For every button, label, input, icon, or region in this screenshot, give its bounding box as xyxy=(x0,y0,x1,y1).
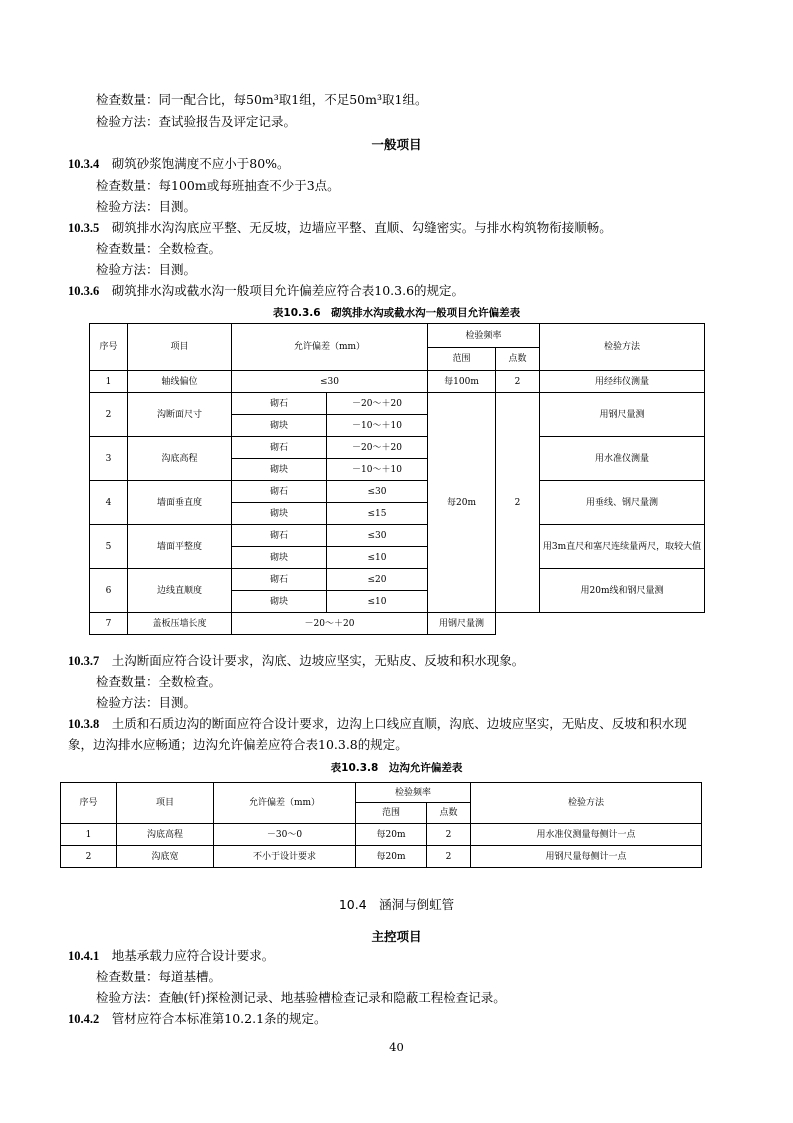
header-method: 检验方法 xyxy=(540,324,705,371)
row-method: 用20m线和钢尺量测 xyxy=(540,569,705,613)
row-no: 3 xyxy=(90,437,128,481)
header-points: 点数 xyxy=(496,348,540,371)
row-tolerance: －30～0 xyxy=(214,824,356,846)
row-tolerance: ≤10 xyxy=(327,591,428,613)
row-material: 砌石 xyxy=(232,481,327,503)
row-method: 用钢尺量测 xyxy=(540,393,705,437)
header-range: 范围 xyxy=(428,348,496,371)
row-tolerance: －20～＋20 xyxy=(232,613,428,635)
page-number: 40 xyxy=(389,1040,404,1054)
row-material: 砌石 xyxy=(232,569,327,591)
row-item: 沟底高程 xyxy=(117,824,214,846)
row-material: 砌石 xyxy=(232,525,327,547)
row-material: 砌石 xyxy=(232,393,327,415)
header-frequency: 检验频率 xyxy=(356,783,471,803)
general-items-heading: 一般项目 xyxy=(371,137,422,152)
row-material: 砌块 xyxy=(232,415,327,437)
clause-number: 10.3.6 xyxy=(68,284,100,298)
clause-10-4-1 xyxy=(68,948,274,964)
row-method: 用垂线、钢尺量测 xyxy=(540,481,705,525)
row-item: 墙面平整度 xyxy=(128,525,232,569)
row-method: 用水准仪测量 xyxy=(540,437,705,481)
row-item: 沟底高程 xyxy=(128,437,232,481)
clause-text: 砌筑砂浆饱满度不应小于80%。 xyxy=(111,156,290,171)
table-10-3-8-caption: 表10.3.8 边沟允许偏差表 xyxy=(330,762,463,774)
row-no: 1 xyxy=(61,824,117,846)
row-no: 7 xyxy=(90,613,128,635)
row-no: 2 xyxy=(90,393,128,437)
quantity-line: 检查数量：每道基槽。 xyxy=(96,969,222,984)
method-line: 检验方法：查试验报告及评定记录。 xyxy=(96,114,297,129)
row-tolerance: －10～＋10 xyxy=(327,459,428,481)
row-no: 5 xyxy=(90,525,128,569)
row-item: 沟断面尺寸 xyxy=(128,393,232,437)
row-range: 每100m xyxy=(428,371,496,393)
row-item: 轴线偏位 xyxy=(128,371,232,393)
method-line: 检验方法：查触(钎)探检测记录、地基验槽检查记录和隐蔽工程检查记录。 xyxy=(96,990,506,1005)
clause-text: 地基承载力应符合设计要求。 xyxy=(111,948,275,963)
method-line: 检验方法：目测。 xyxy=(96,262,197,277)
row-tolerance: ≤30 xyxy=(327,525,428,547)
row-method: 用经纬仪测量 xyxy=(540,371,705,393)
row-range: 每20m xyxy=(356,846,427,868)
clause-text: 砌筑排水沟沟底应平整、无反坡，边墙应平整、直顺、勾缝密实。与排水构筑物衔接顺畅。 xyxy=(111,220,612,235)
clause-number: 10.3.5 xyxy=(68,221,100,235)
quantity-line: 检查数量：每100m或每班抽查不少于3点。 xyxy=(96,178,340,193)
row-points: 2 xyxy=(496,371,540,393)
table-10-3-6-caption: 表10.3.6 砌筑排水沟或截水沟一般项目允许偏差表 xyxy=(272,307,521,319)
row-tolerance: －20～＋20 xyxy=(327,393,428,415)
section-title: 10.4 涵洞与倒虹管 xyxy=(338,897,455,912)
row-item: 墙面垂直度 xyxy=(128,481,232,525)
header-points: 点数 xyxy=(427,803,471,824)
header-method: 检验方法 xyxy=(471,783,702,824)
quantity-line: 检查数量：全数检查。 xyxy=(96,674,222,689)
header-no: 序号 xyxy=(61,783,117,824)
row-method: 用钢尺量每侧计一点 xyxy=(471,846,702,868)
row-method: 用3m直尺和塞尺连续量两尺，取较大值 xyxy=(540,525,705,569)
clause-10-4-2 xyxy=(68,1011,327,1027)
clause-number: 10.4.1 xyxy=(68,949,100,963)
row-no: 1 xyxy=(90,371,128,393)
table-10-3-8 xyxy=(60,782,702,868)
row-material: 砌块 xyxy=(232,547,327,569)
clause-text: 土质和石质边沟的断面应符合设计要求，边沟上口线应直顺，沟底、边坡应坚实，无贴皮、反坡和积水现 xyxy=(111,716,687,731)
header-tolerance: 允许偏差（mm） xyxy=(232,324,428,371)
method-line: 检验方法：目测。 xyxy=(96,199,197,214)
clause-10-3-5 xyxy=(68,220,612,236)
shared-points: 2 xyxy=(496,393,540,613)
method-line: 检验方法：目测。 xyxy=(96,695,197,710)
row-range: 每20m xyxy=(356,824,427,846)
row-item: 盖板压墙长度 xyxy=(128,613,232,635)
clause-10-3-6 xyxy=(68,283,464,299)
clause-number: 10.3.4 xyxy=(68,157,100,171)
row-tolerance: －20～＋20 xyxy=(327,437,428,459)
row-method: 用水准仪测量每侧计一点 xyxy=(471,824,702,846)
clause-text: 管材应符合本标准第10.2.1条的规定。 xyxy=(111,1011,327,1026)
row-method: 用钢尺量测 xyxy=(428,613,496,635)
row-tolerance: ≤30 xyxy=(232,371,428,393)
shared-range: 每20m xyxy=(428,393,496,613)
table-10-3-6 xyxy=(89,323,705,635)
main-items-heading: 主控项目 xyxy=(371,929,422,944)
row-no: 2 xyxy=(61,846,117,868)
row-points: 2 xyxy=(427,824,471,846)
row-item: 沟底宽 xyxy=(117,846,214,868)
header-item: 项目 xyxy=(128,324,232,371)
row-no: 4 xyxy=(90,481,128,525)
clause-10-3-4 xyxy=(68,156,290,172)
header-frequency: 检验频率 xyxy=(428,324,540,348)
header-item: 项目 xyxy=(117,783,214,824)
clause-text-continued: 象，边沟排水应畅通；边沟允许偏差应符合表10.3.8的规定。 xyxy=(68,737,408,752)
clause-10-3-7 xyxy=(68,653,524,669)
row-tolerance: －10～＋10 xyxy=(327,415,428,437)
quantity-line: 检查数量：同一配合比，每50m³取1组，不足50m³取1组。 xyxy=(96,92,428,107)
row-tolerance: ≤30 xyxy=(327,481,428,503)
clause-number: 10.4.2 xyxy=(68,1012,100,1026)
row-material: 砌块 xyxy=(232,459,327,481)
row-tolerance: ≤10 xyxy=(327,547,428,569)
row-material: 砌石 xyxy=(232,437,327,459)
row-points: 2 xyxy=(427,846,471,868)
row-tolerance: ≤20 xyxy=(327,569,428,591)
row-tolerance: ≤15 xyxy=(327,503,428,525)
quantity-line: 检查数量：全数检查。 xyxy=(96,241,222,256)
row-material: 砌块 xyxy=(232,591,327,613)
clause-10-3-8 xyxy=(68,716,687,732)
row-no: 6 xyxy=(90,569,128,613)
row-item: 边线直顺度 xyxy=(128,569,232,613)
clause-number: 10.3.8 xyxy=(68,717,100,731)
row-tolerance: 不小于设计要求 xyxy=(214,846,356,868)
row-material: 砌块 xyxy=(232,503,327,525)
clause-number: 10.3.7 xyxy=(68,654,100,668)
header-tolerance: 允许偏差（mm） xyxy=(214,783,356,824)
header-range: 范围 xyxy=(356,803,427,824)
clause-text: 砌筑排水沟或截水沟一般项目允许偏差应符合表10.3.6的规定。 xyxy=(111,283,465,298)
header-no: 序号 xyxy=(90,324,128,371)
clause-text: 土沟断面应符合设计要求，沟底、边坡应坚实，无贴皮、反坡和积水现象。 xyxy=(111,653,525,668)
